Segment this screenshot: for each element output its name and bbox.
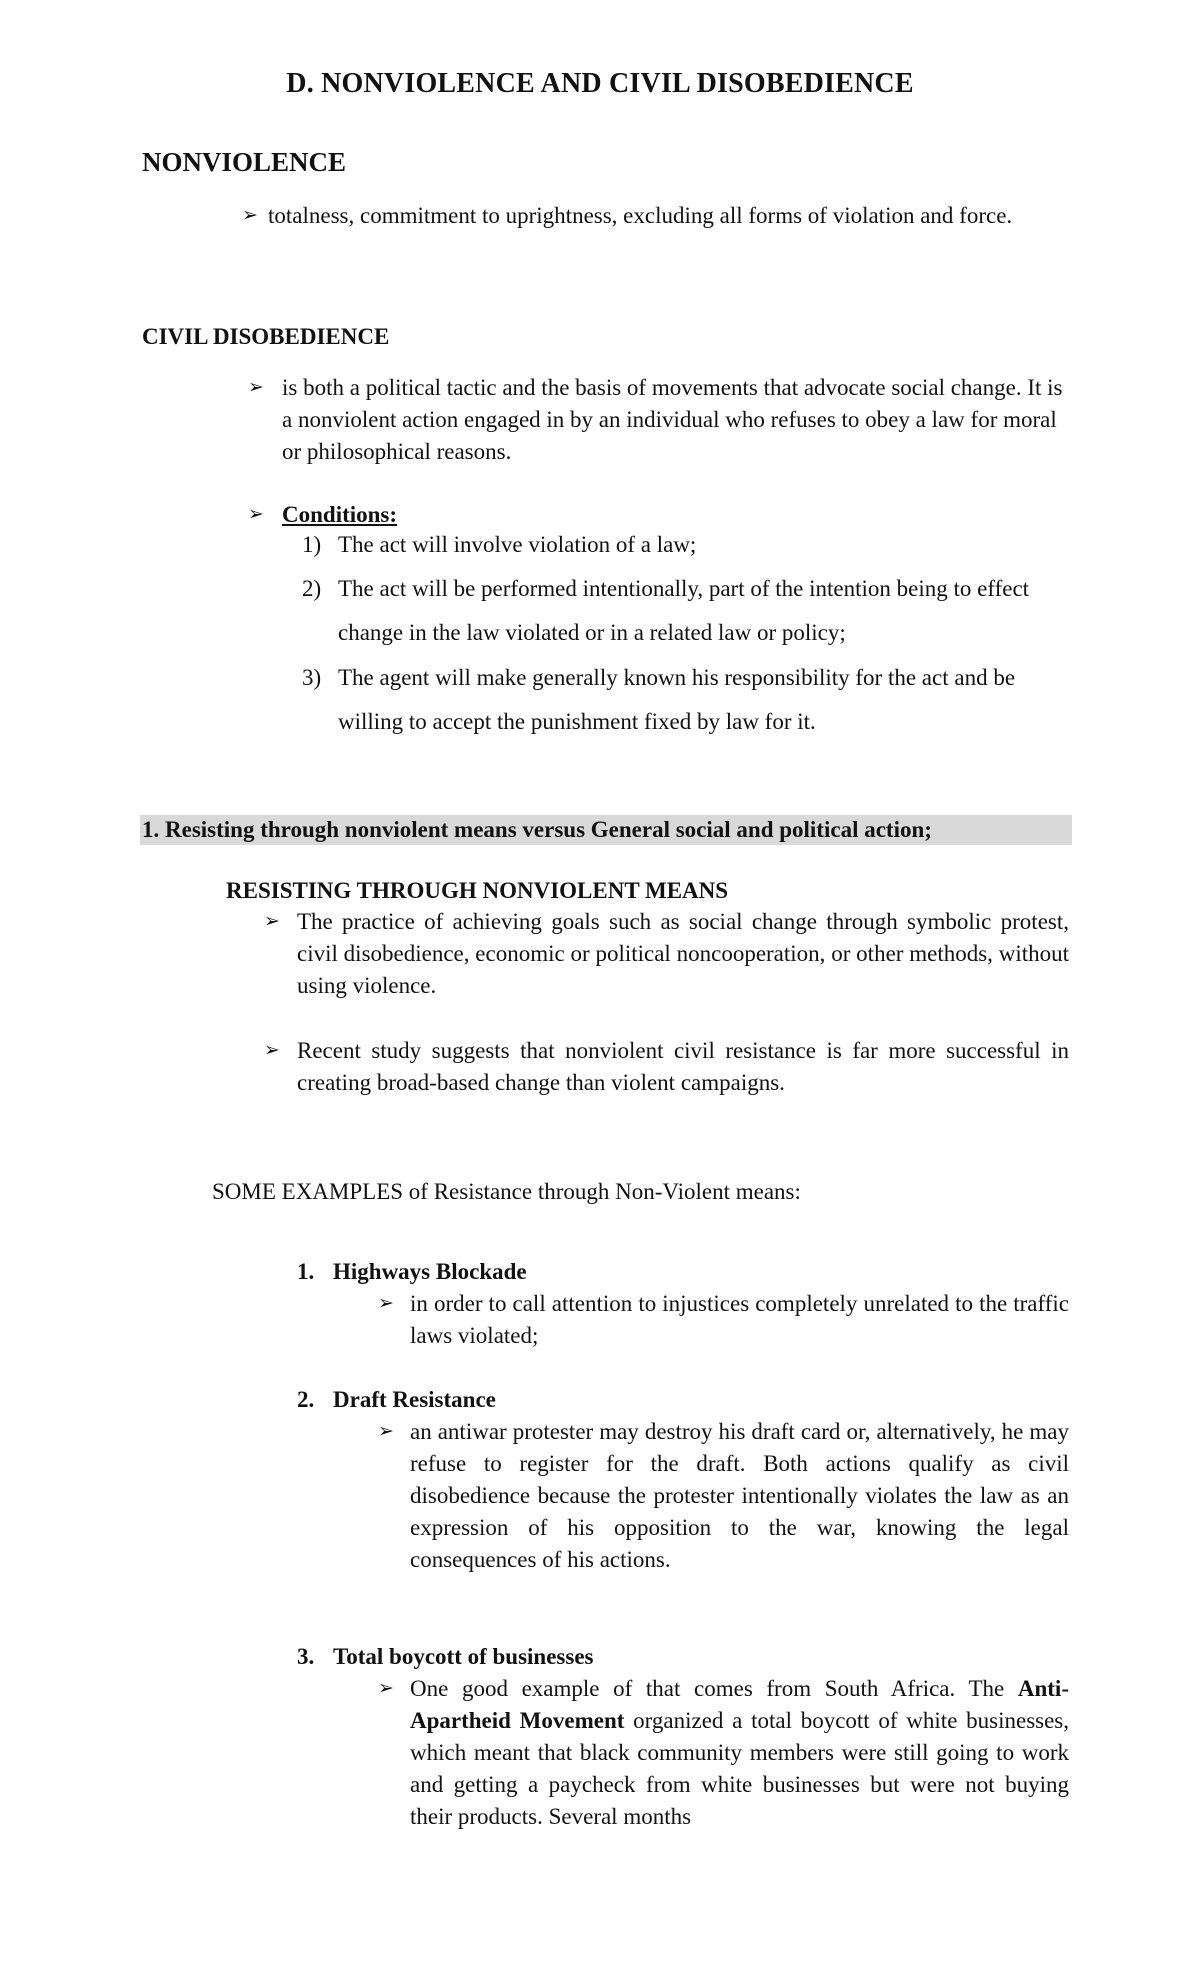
- examples-intro: SOME EXAMPLES of Resistance through Non-Violent means:: [212, 1179, 801, 1204]
- condition-number: 2): [302, 576, 322, 601]
- condition-number: 1): [302, 532, 322, 557]
- bullet-arrow-icon: ➢: [378, 1678, 394, 1699]
- nonviolence-heading: NONVIOLENCE: [142, 147, 347, 177]
- bullet-arrow-icon: ➢: [378, 1293, 394, 1314]
- condition-item: The act will be performed intentionally, part of the intention being to effect change in the law violated or in a related law or policy;: [338, 576, 1030, 645]
- section-1-heading: 1. Resisting through nonviolent means versus General social and political action;: [142, 817, 932, 842]
- bullet-arrow-icon: ➢: [264, 911, 280, 932]
- example-description: One good example of that comes from South Africa. The Anti-Apartheid Movement organized a total boycott of white businesses, which meant that black community members were still going to work and getting a paycheck from white businesses but were not buying their products. Several months: [410, 1676, 1070, 1829]
- example-description: in order to call attention to injustices completely unrelated to the traffic laws violated;: [410, 1291, 1069, 1348]
- example-title: Draft Resistance: [333, 1387, 496, 1412]
- condition-number: 3): [302, 665, 322, 690]
- nonviolence-definition: totalness, commitment to uprightness, excluding all forms of violation and force.: [268, 203, 1013, 228]
- recent-study-note: Recent study suggests that nonviolent civil resistance is far more successful in creating broad-based change than violent campaigns.: [297, 1038, 1069, 1095]
- condition-item: The act will involve violation of a law;: [338, 532, 697, 557]
- bullet-arrow-icon: ➢: [378, 1421, 394, 1442]
- example-title: Highways Blockade: [333, 1259, 527, 1284]
- example-number: 1.: [297, 1259, 315, 1284]
- anti-apartheid-movement: Anti-Apartheid Movement: [410, 1676, 1069, 1733]
- resisting-definition: The practice of achieving goals such as social change through symbolic protest, civil disobedience, economic or political noncooperation, or other methods, without using violence.: [297, 909, 1069, 998]
- bullet-arrow-icon: ➢: [242, 205, 258, 226]
- bullet-arrow-icon: ➢: [264, 1040, 280, 1061]
- resisting-subheading: RESISTING THROUGH NONVIOLENT MEANS: [226, 878, 729, 903]
- example-number: 3.: [297, 1644, 315, 1669]
- conditions-label: Conditions:: [282, 502, 398, 527]
- example-title: Total boycott of businesses: [333, 1644, 594, 1669]
- example-description: an antiwar protester may destroy his draft card or, alternatively, he may refuse to register for the draft. Both actions qualify as civil disobedience because the protester intentionally violates the law as an expression of his opposition to the war, knowing the legal consequences of his actions.: [410, 1419, 1069, 1572]
- bullet-arrow-icon: ➢: [248, 377, 264, 398]
- example-number: 2.: [297, 1387, 315, 1412]
- bullet-arrow-icon: ➢: [248, 504, 264, 525]
- civil-disobedience-heading: CIVIL DISOBEDIENCE: [142, 324, 390, 349]
- condition-item: The agent will make generally known his responsibility for the act and be willing to accept the punishment fixed by law for it.: [338, 665, 1016, 734]
- civil-disobedience-definition: is both a political tactic and the basis of movements that advocate social change. It is a nonviolent action engaged in by an individual who refuses to obey a law for moral or philosophical reasons.: [282, 375, 1063, 464]
- page-title: D. NONVIOLENCE AND CIVIL DISOBEDIENCE: [286, 68, 914, 99]
